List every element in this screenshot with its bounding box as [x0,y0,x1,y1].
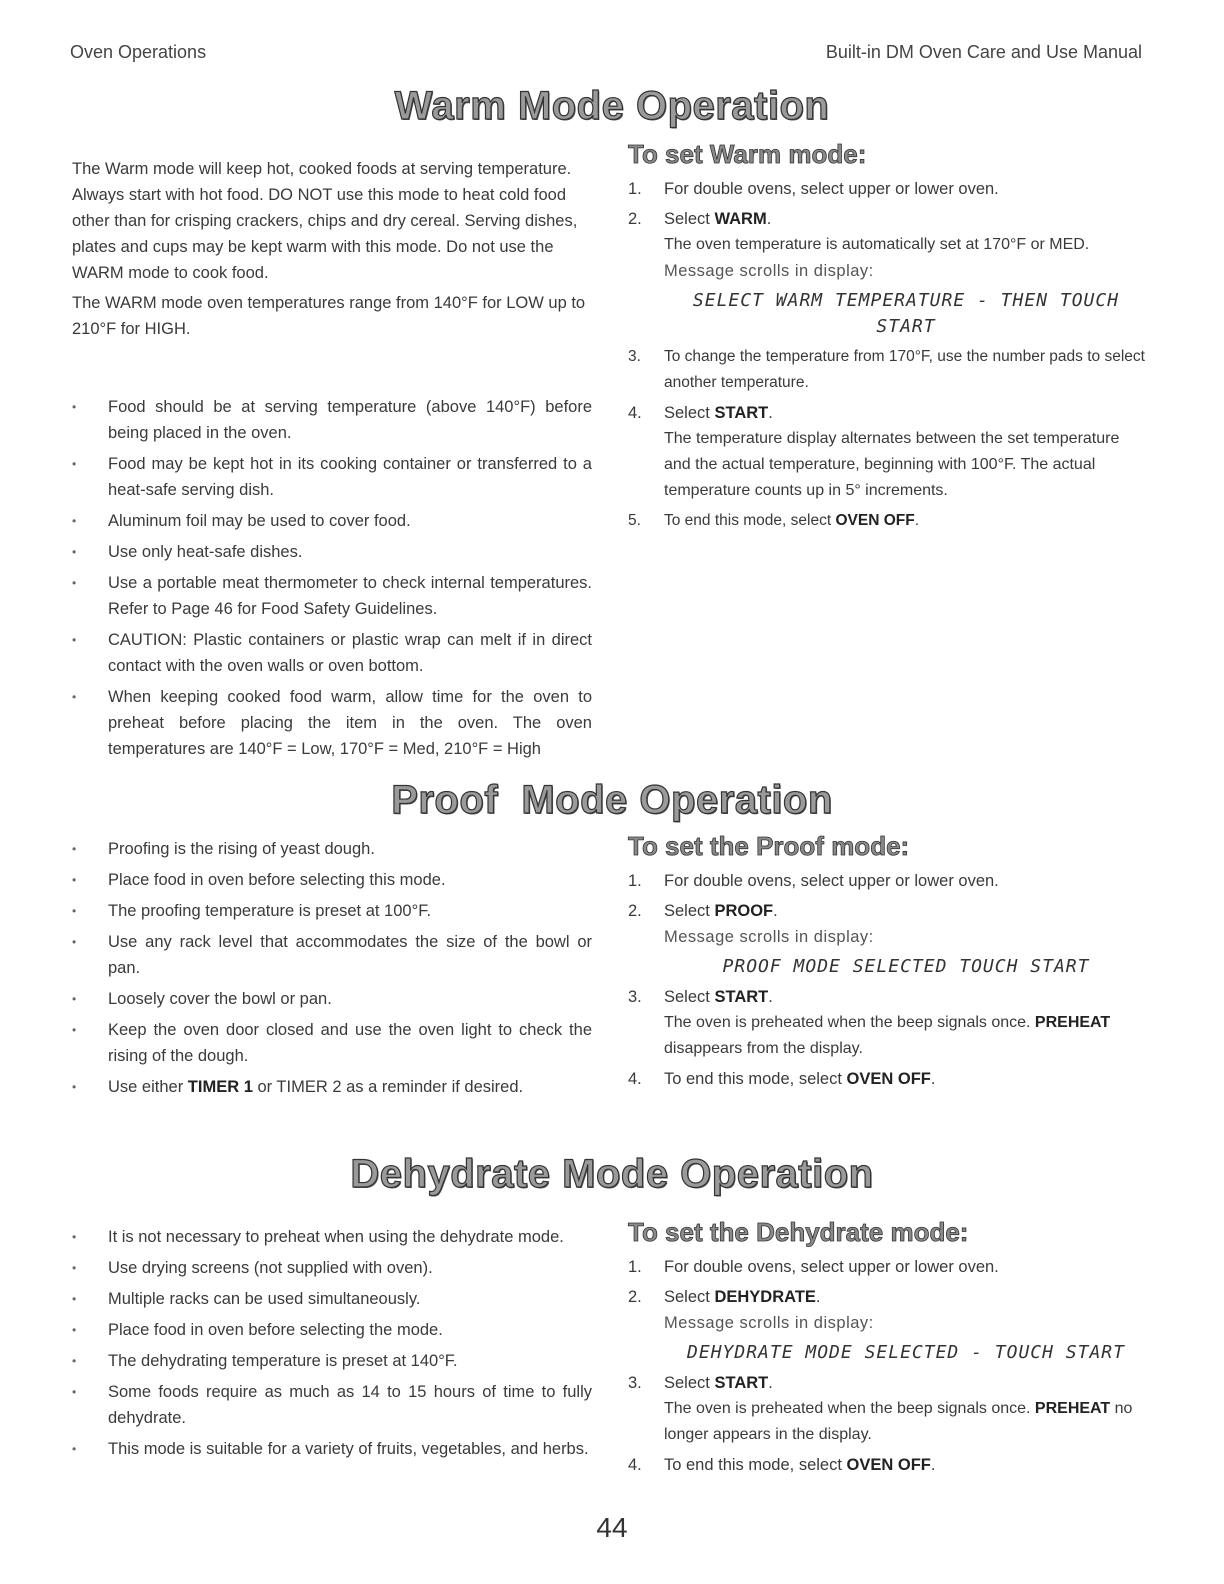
text-run: . [768,988,773,1006]
text-run: The dehydrating temperature is preset at 140°F. [108,1352,458,1370]
bold-term: PROOF [714,902,774,920]
text-run: Select [664,902,715,920]
step-text [664,984,1148,1010]
bullet-list [72,836,592,1100]
step-item [628,898,1148,980]
bold-term: TIMER 1 [187,1078,253,1096]
text-run: . [768,1374,773,1392]
header-section-name: Oven Operations [70,42,207,62]
bold-term: OVEN OFF [846,1456,931,1474]
text-run: Use a portable meat thermometer to check internal temperatures. Refer to Page 46 for Food Safety Guidelines. [108,574,592,618]
bullet-item [72,1074,592,1100]
step-text [664,1452,1148,1478]
bullet-item [72,539,592,565]
left-column [72,156,592,767]
step-number: 1. [628,180,642,198]
text-run: . [815,1288,821,1306]
bullet-item [72,508,592,534]
display-message-label: Message scrolls in display: [664,1314,874,1332]
bold-term: OVEN OFF [835,512,915,529]
step-note [664,426,1148,504]
bullet-list [72,1224,592,1462]
step-number: 4. [628,404,642,422]
text-run: . [768,404,773,422]
display-readout: SELECT WARM TEMPERATURE - THEN TOUCH START [692,290,1120,337]
text-run: The oven is preheated when the beep signals once. [664,1014,1035,1031]
display-message-label: Message scrolls in display: [664,928,874,946]
intro-paragraph: The WARM mode oven temperatures range from 140°F for LOW up to 210°F for HIGH. [72,294,586,338]
right-column [628,138,1148,538]
bullet-item [72,986,592,1012]
bold-term: DEHYDRATE [714,1288,816,1306]
bold-term: PREHEAT [1034,1400,1111,1417]
bullet-item [72,836,592,862]
text-run: Select [664,404,715,422]
text-run: . [930,1070,936,1088]
text-run: The oven is preheated when the beep signals once. [664,1400,1035,1417]
header-manual-title: Built-in DM Oven Care and Use Manual [825,42,1142,62]
bold-term: PREHEAT [1034,1014,1111,1031]
text-run: For double ovens, select upper or lower oven. [664,180,999,198]
step-number: 4. [628,1456,642,1474]
right-column [628,830,1148,1096]
text-run: or TIMER 2 as a reminder if desired. [252,1078,524,1096]
step-text [664,344,1148,396]
step-number: 1. [628,872,642,890]
text-run: CAUTION: Plastic containers or plastic wrap can melt if in direct contact with the oven walls or oven bottom. [108,631,592,675]
step-item [628,176,1148,202]
text-run: The oven temperature is automatically set at 170°F or MED. [664,236,1090,253]
bullet-item [72,929,592,981]
step-text [664,868,1148,894]
bullet-item [72,570,592,622]
section-title: Warm Mode Operation [394,84,830,128]
left-column [72,1224,592,1467]
text-run: Use either [108,1078,188,1096]
text-run: It is not necessary to preheat when using the dehydrate mode. [108,1228,564,1246]
step-list [628,868,1148,1092]
bullet-item [72,867,592,893]
text-run: Select [664,1374,715,1392]
instructions-subtitle: To set the Proof mode: [628,831,910,861]
bullet-item [72,684,592,762]
step-item [628,1254,1148,1280]
step-number: 1. [628,1258,642,1276]
step-text [664,1254,1148,1280]
text-run: Some foods require as much as 14 to 15 hours of time to fully dehydrate. [108,1383,592,1427]
bold-term: START [714,988,769,1006]
text-run: For double ovens, select upper or lower oven. [664,1258,999,1276]
section-title: Proof Mode Operation [391,778,833,822]
display-readout: DEHYDRATE MODE SELECTED - TOUCH START [687,1342,1125,1363]
text-run: Food should be at serving temperature (above 140°F) before being placed in the oven. [108,398,592,442]
step-item [628,868,1148,894]
text-run: To end this mode, select [664,1070,847,1088]
step-number: 3. [628,988,642,1006]
step-item [628,984,1148,1062]
text-run: Select [664,988,715,1006]
step-item [628,206,1148,340]
text-run: . [914,512,920,529]
step-number: 2. [628,902,642,920]
step-text [664,508,1148,534]
text-run: Place food in oven before selecting this mode. [108,871,446,889]
text-run: Select [664,210,715,228]
step-note [664,1396,1148,1448]
text-run: To end this mode, select [664,1456,847,1474]
display-message-label: Message scrolls in display: [664,262,874,280]
text-run: . [930,1456,936,1474]
bold-term: WARM [714,210,767,228]
bold-term: START [714,1374,769,1392]
bullet-item [72,394,592,446]
text-run: Keep the oven door closed and use the oven light to check the rising of the dough. [108,1021,592,1065]
bullet-item [72,1379,592,1431]
step-item [628,344,1148,396]
bullet-item [72,1017,592,1069]
bullet-item [72,1224,592,1250]
step-list [628,176,1148,534]
bullet-item [72,1436,592,1462]
text-run: Select [664,1288,715,1306]
text-run: Proofing is the rising of yeast dough. [108,840,375,858]
step-number: 2. [628,1288,642,1306]
step-item [628,1066,1148,1092]
text-run: no longer appears in the display. [664,1400,1133,1443]
text-run: Use only heat-safe dishes. [108,543,303,561]
bullet-item [72,1255,592,1281]
step-number: 5. [628,512,641,529]
step-item [628,508,1148,534]
text-run: To end this mode, select [664,512,836,529]
intro-paragraph: The Warm mode will keep hot, cooked foods at serving temperature. Always start with hot food. DO NOT use this mode to heat cold food other than for crisping crackers, chips and dry cereal. Serving dishes, plates and cups may be kept warm with this mode. Do not use the WARM mode to cook food. [72,160,578,282]
left-column [72,836,592,1105]
text-run: To change the temperature from 170°F, use the number pads to select another temperature. [664,348,1145,391]
instructions-subtitle: To set Warm mode: [628,139,867,169]
step-list [628,1254,1148,1478]
text-run: Multiple racks can be used simultaneously. [108,1290,421,1308]
text-run: This mode is suitable for a variety of fruits, vegetables, and herbs. [108,1440,589,1458]
instructions-subtitle: To set the Dehydrate mode: [628,1217,969,1247]
text-run: Place food in oven before selecting the mode. [108,1321,443,1339]
step-number: 3. [628,1374,642,1392]
page-number: 44 [596,1512,628,1543]
text-run: disappears from the display. [664,1040,863,1057]
step-text [664,1066,1148,1092]
step-text [664,1284,1148,1310]
section-title: Dehydrate Mode Operation [350,1152,874,1196]
text-run: . [766,210,772,228]
text-run: When keeping cooked food warm, allow time for the oven to preheat before placing the item in the oven. The oven temperatures are 140°F = Low, 170°F = Med, 210°F = High [108,688,592,758]
step-note [664,1010,1148,1062]
bullet-item [72,627,592,679]
step-note [664,232,1148,258]
bullet-list [72,394,592,762]
display-readout: PROOF MODE SELECTED TOUCH START [722,956,1090,977]
bullet-item [72,1317,592,1343]
bullet-item [72,451,592,503]
text-run: Loosely cover the bowl or pan. [108,990,332,1008]
step-text [664,176,1148,202]
step-number: 2. [628,210,642,228]
step-number: 3. [628,348,641,365]
step-text [664,1370,1148,1396]
step-item [628,400,1148,504]
step-text [664,206,1148,232]
step-item [628,1452,1148,1478]
text-run: Food may be kept hot in its cooking container or transferred to a heat-safe serving dish. [108,455,592,499]
bullet-item [72,1286,592,1312]
step-text [664,898,1148,924]
text-run: . [773,902,778,920]
bold-term: OVEN OFF [846,1070,931,1088]
step-text [664,400,1148,426]
text-run: The proofing temperature is preset at 100°F. [108,902,432,920]
step-item [628,1284,1148,1366]
text-run: Aluminum foil may be used to cover food. [108,512,411,530]
bullet-item [72,1348,592,1374]
right-column [628,1216,1148,1482]
text-run: The temperature display alternates between the set temperature and the actual temperature, beginning with 100°F. The actual temperature counts up in 5° increments. [664,430,1120,499]
bold-term: START [714,404,769,422]
step-item [628,1370,1148,1448]
text-run: Use any rack level that accommodates the size of the bowl or pan. [108,933,592,977]
text-run: For double ovens, select upper or lower oven. [664,872,999,890]
bullet-item [72,898,592,924]
step-number: 4. [628,1070,642,1088]
text-run: Use drying screens (not supplied with oven). [108,1259,433,1277]
